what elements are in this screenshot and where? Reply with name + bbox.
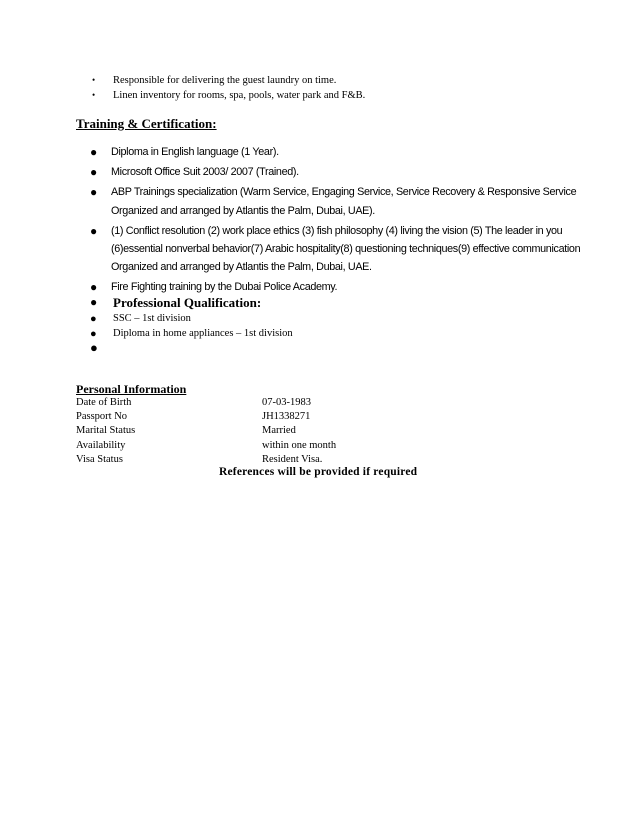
table-row bbox=[76, 410, 336, 424]
bullet-icon: ● bbox=[90, 340, 98, 355]
info-value: 07-03-1983 bbox=[262, 397, 311, 408]
duty-text: Linen inventory for rooms, spa, pools, water park and F&B. bbox=[113, 90, 366, 101]
info-label: Passport No bbox=[76, 411, 128, 423]
bullet-icon: ● bbox=[90, 223, 97, 238]
personal-heading: Personal Information bbox=[76, 382, 187, 396]
training-text: Microsoft Office Suit 2003/ 2007 (Trained). bbox=[111, 166, 299, 179]
personal-info-table bbox=[76, 396, 336, 467]
list-item bbox=[90, 341, 293, 356]
table-row bbox=[76, 396, 336, 410]
training-text: Diploma in English language (1 Year). bbox=[111, 146, 279, 158]
info-label: Visa Status bbox=[76, 453, 123, 465]
list-item bbox=[90, 143, 590, 161]
duty-text: Responsible for delivering the guest laundry on time. bbox=[113, 75, 337, 86]
bullet-icon: ● bbox=[90, 280, 97, 295]
bullet-icon: ● bbox=[90, 313, 97, 325]
list-item bbox=[92, 88, 365, 103]
training-text: (1) Conflict resolution (2) work place ethics (3) fish philosophy (4) living the vision (5) The leader in you (6)essential nonverbal behavior(7) Arabic hospitality(8) questioning techniques(9) effective communication Organized and arranged by Atlantis the Palm, Dubai, UAE. bbox=[111, 224, 581, 274]
table-row bbox=[76, 453, 336, 467]
bullet-icon: • bbox=[92, 90, 96, 100]
training-text: ABP Trainings specialization (Warm Service, Engaging Service, Service Recovery & Responsive Service Organized and arranged by Atlantis the Palm, Dubai, UAE). bbox=[111, 186, 577, 217]
training-heading: Training & Certification: bbox=[76, 116, 217, 131]
training-text: Fire Fighting training by the Dubai Police Academy. bbox=[111, 281, 338, 294]
bullet-icon: • bbox=[92, 75, 96, 85]
table-row bbox=[76, 439, 336, 453]
training-list bbox=[90, 143, 590, 299]
info-value: Resident Visa. bbox=[262, 453, 323, 465]
list-item bbox=[90, 163, 590, 181]
info-value: Married bbox=[262, 425, 296, 437]
list-item bbox=[90, 278, 590, 296]
list-item bbox=[90, 222, 590, 277]
list-item bbox=[90, 183, 590, 219]
bullet-icon: ● bbox=[90, 295, 98, 309]
list-item bbox=[90, 312, 293, 327]
qualification-text: SSC – 1st division bbox=[113, 313, 191, 324]
info-label: Marital Status bbox=[76, 425, 136, 437]
info-value: JH1338271 bbox=[262, 411, 311, 423]
professional-heading: Professional Qualification: bbox=[113, 295, 262, 310]
info-label: Date of Birth bbox=[76, 397, 132, 408]
list-item bbox=[90, 327, 293, 342]
professional-heading-row bbox=[90, 295, 261, 311]
bullet-icon: ● bbox=[90, 165, 97, 180]
professional-list bbox=[90, 312, 293, 356]
qualification-text: Diploma in home appliances – 1st division bbox=[113, 327, 293, 339]
bullet-icon: ● bbox=[90, 145, 97, 159]
bullet-icon: ● bbox=[90, 327, 97, 340]
references-note: References will be provided if required bbox=[219, 466, 418, 478]
bullet-icon: ● bbox=[90, 185, 97, 200]
info-label: Availability bbox=[76, 439, 126, 451]
info-value: within one month bbox=[262, 439, 337, 451]
duties-list bbox=[92, 73, 365, 103]
list-item bbox=[92, 73, 365, 88]
table-row bbox=[76, 424, 336, 438]
